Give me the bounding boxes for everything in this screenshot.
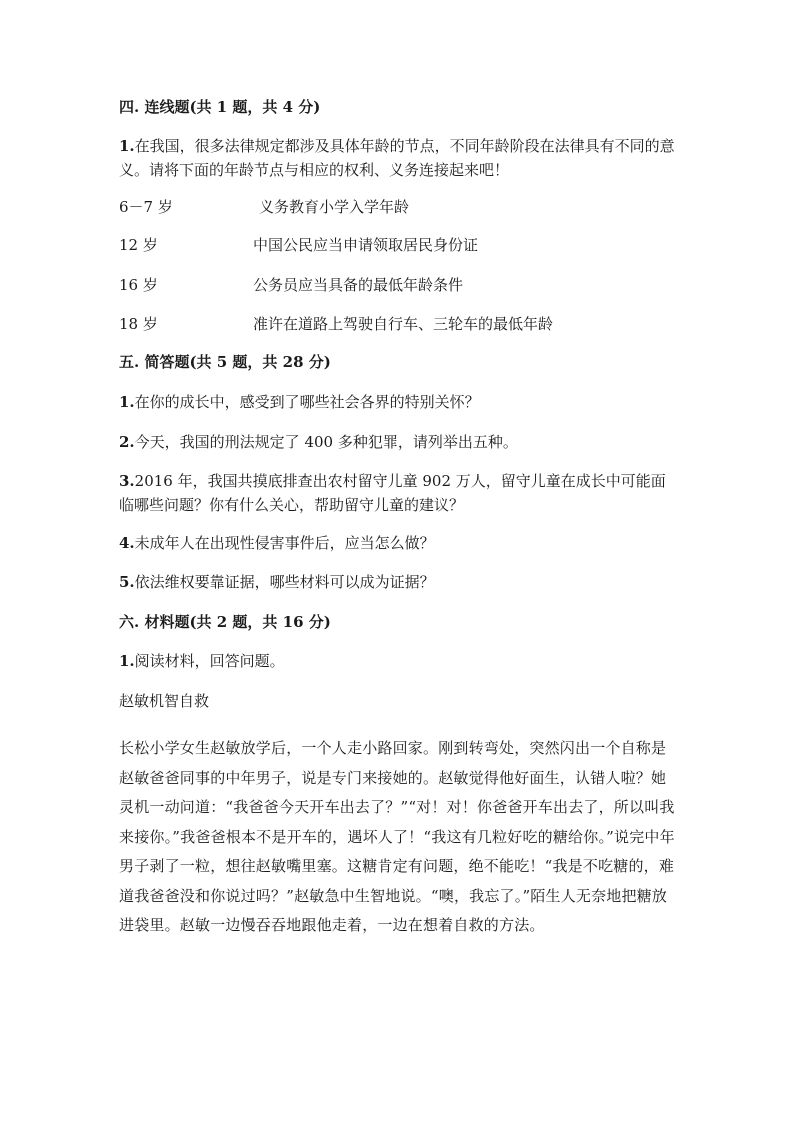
section-5-title: 五. 简答题(共 5 题，共 28 分) xyxy=(119,353,331,371)
age-item-4: 18 岁 xyxy=(119,315,158,333)
question-number: 5. xyxy=(119,573,135,591)
question-text: 2016 年，我国共摸底排查出农村留守儿童 902 万人，留守儿童在成长中可能面临哪些问题？你有什么关心，帮助留守儿童的建议？ xyxy=(119,472,666,514)
section-5-question-2 xyxy=(119,430,675,454)
match-item-2: 中国公民应当申请领取居民身份证 xyxy=(253,236,479,254)
section-6-question-1 xyxy=(119,649,675,673)
section-5-question-5 xyxy=(119,570,675,594)
question-text: 在你的成长中，感受到了哪些社会各界的特别关怀？ xyxy=(134,393,480,411)
match-item-1: 义务教育小学入学年龄 xyxy=(259,198,410,216)
section-5-question-4 xyxy=(119,531,675,555)
story-text: 长松小学女生赵敏放学后，一个人走小路回家。刚到转弯处，突然闪出一个自称是赵敏爸爸同事的中年男子，说是专门来接她的。赵敏觉得他好面生，认错人啦？她灵机一动问道：“我爸爸今天开车出去了？”“对！对！你爸爸开车出去了，所以叫我来接你。”我爸爸根本不是开车的，遇坏人了！“我这有几粒好吃的糖给你。”说完中年男子剥了一粒，想往赵敏嘴里塞。这糖肯定有问题，绝不能吃！“我是不吃糖的，难道我爸爸没和你说过吗？”赵敏急中生智地说。“噢，我忘了。”陌生人无奈地把糖放进袋里。赵敏一边慢吞吞地跟他走着，一边在想着自救的方法。 xyxy=(119,739,675,934)
question-text: 今天，我国的刑法规定了 400 多种犯罪，请列举出五种。 xyxy=(134,433,518,451)
section-6-title: 六. 材料题(共 2 题，共 16 分) xyxy=(119,613,331,631)
age-item-1: 6－7 岁 xyxy=(119,198,173,216)
section-4-title: 四. 连线题(共 1 题，共 4 分) xyxy=(119,98,321,116)
question-number: 3. xyxy=(119,472,135,490)
question-number: 1. xyxy=(119,652,135,670)
age-item-2: 12 岁 xyxy=(119,236,158,254)
question-text: 阅读材料，回答问题。 xyxy=(134,652,285,670)
match-item-4: 准许在道路上驾驶自行车、三轮车的最低年龄 xyxy=(253,315,554,333)
question-text: 依法维权要靠证据，哪些材料可以成为证据？ xyxy=(134,573,435,591)
question-number: 2. xyxy=(119,433,135,451)
question-number: 4. xyxy=(119,534,135,552)
story-title: 赵敏机智自救 xyxy=(119,692,210,710)
question-number: 1. xyxy=(119,393,135,411)
question-number: 1. xyxy=(119,137,135,155)
age-item-3: 16 岁 xyxy=(119,276,158,294)
match-item-3: 公务员应当具备的最低年龄条件 xyxy=(253,276,464,294)
section-4-question-1 xyxy=(119,134,675,182)
question-text: 在我国，很多法律规定都涉及具体年龄的节点，不同年龄阶段在法律具有不同的意义。请将下面的年龄节点与相应的权利、义务连接起来吧！ xyxy=(119,137,675,179)
question-text: 未成年人在出现性侵害事件后，应当怎么做？ xyxy=(134,534,435,552)
section-5-question-1 xyxy=(119,390,675,414)
section-5-question-3 xyxy=(119,469,675,517)
